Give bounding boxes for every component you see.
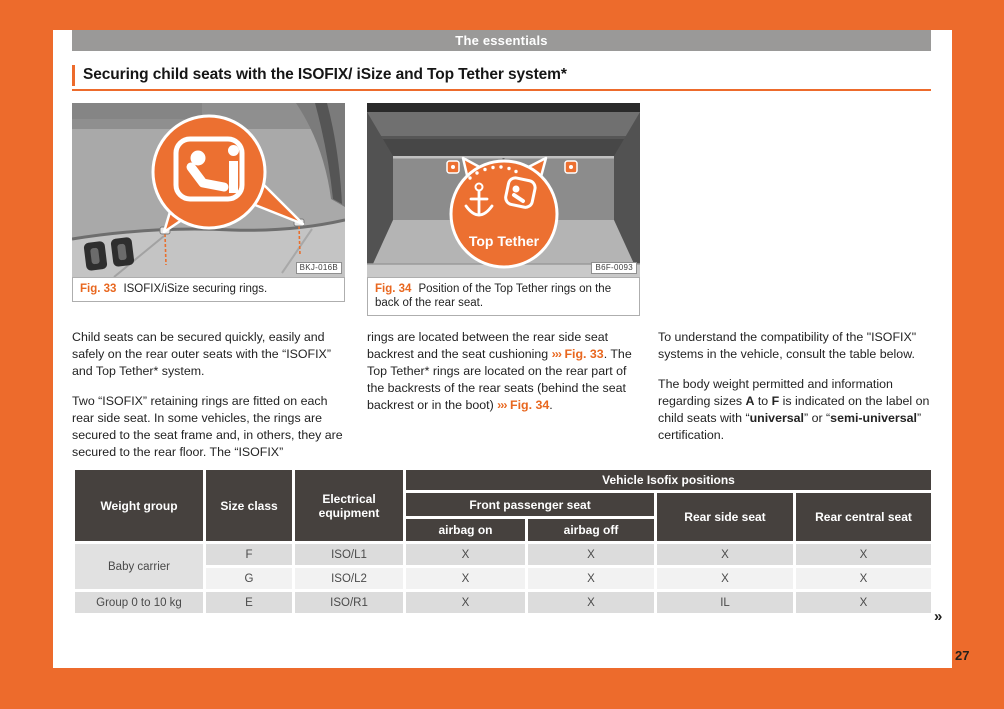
rear-seat-photo-illustration xyxy=(72,103,345,277)
figure-34 xyxy=(367,103,640,316)
cell-airbag-on: X xyxy=(405,567,527,591)
figure-33-caption-text: ISOFIX/iSize securing rings. xyxy=(123,283,268,295)
cell-rear-side: X xyxy=(656,543,795,567)
paragraph-text: The body weight permitted and information regarding sizes xyxy=(658,377,893,408)
figure-33-photo xyxy=(72,103,345,277)
paragraph: Two “ISOFIX” retaining rings are fitted on each rear side seat. In some vehicles, the rings are secured to the seat frame and, in others, they are secured to the rear floor. The “ISOFIX” xyxy=(72,394,343,459)
paragraph-text: . The Top Tether* rings are located on the rear part of the backrests of the rear seats (behind the seat backrest or in the boot) xyxy=(367,347,632,412)
cell-electrical: ISO/L2 xyxy=(294,567,405,591)
cell-rear-central: X xyxy=(795,543,933,567)
title-accent-bar xyxy=(72,65,75,86)
paragraph xyxy=(658,376,931,444)
paragraph-text: is indicated on the label on child seats with “ xyxy=(658,394,930,425)
table-row xyxy=(74,543,933,567)
cell-airbag-on: X xyxy=(405,543,527,567)
cell-rear-central: X xyxy=(795,591,933,615)
cell-electrical: ISO/R1 xyxy=(294,591,405,615)
col-header-weight-group: Weight group xyxy=(74,469,205,543)
col-header-rear-side-seat: Rear side seat xyxy=(656,492,795,543)
figure-34-caption-text: Position of the Top Tether rings on the back of the rear seat. xyxy=(375,283,612,309)
figure-33 xyxy=(72,103,345,302)
cell-size-class: G xyxy=(205,567,294,591)
col-header-isofix-positions: Vehicle Isofix positions xyxy=(405,469,933,492)
paragraph xyxy=(367,329,641,414)
paragraph: To understand the compatibility of the "ISOFIX" systems in the vehicle, consult the table below. xyxy=(658,330,917,361)
size-a-bold: A xyxy=(745,394,755,408)
boot-photo-illustration xyxy=(367,103,640,277)
paragraph-text: ” or “ xyxy=(804,411,831,425)
figure-33-caption xyxy=(72,277,345,302)
text-column-1 xyxy=(72,329,346,474)
cell-rear-side: IL xyxy=(656,591,795,615)
title-underline xyxy=(72,89,931,91)
col-header-front-passenger: Front passenger seat xyxy=(405,492,656,518)
cross-ref-chevrons: ››› xyxy=(497,398,507,412)
table-row xyxy=(74,591,933,615)
figure-33-label: Fig. 33 xyxy=(80,283,117,295)
bubble-label: Top Tether xyxy=(468,233,540,249)
cell-weight-group: Baby carrier xyxy=(74,543,205,591)
figure-34-label: Fig. 34 xyxy=(375,283,412,295)
paragraph-text: . xyxy=(549,398,553,412)
top-tether-bubble-icon xyxy=(451,158,557,267)
cell-size-class: F xyxy=(205,543,294,567)
cell-weight-group: Group 0 to 10 kg xyxy=(74,591,205,615)
paragraph-text: to xyxy=(754,394,772,408)
figure-34-photo xyxy=(367,103,640,277)
cell-airbag-off: X xyxy=(527,567,656,591)
cross-ref-chevrons: ››› xyxy=(551,347,561,361)
text-column-2 xyxy=(367,329,641,427)
col-header-airbag-on: airbag on xyxy=(405,518,527,543)
cell-size-class: E xyxy=(205,591,294,615)
col-header-airbag-off: airbag off xyxy=(527,518,656,543)
col-header-size-class: Size class xyxy=(205,469,294,543)
page-title: Securing child seats with the ISOFIX/ iSize and Top Tether system* xyxy=(83,66,567,83)
cell-rear-side: X xyxy=(656,567,795,591)
col-header-rear-central-seat: Rear central seat xyxy=(795,492,933,543)
paragraph-text: rings are located between the rear side seat backrest and the seat cushioning xyxy=(367,330,609,361)
cell-airbag-off: X xyxy=(527,591,656,615)
size-f-bold: F xyxy=(771,394,780,408)
cell-airbag-off: X xyxy=(527,543,656,567)
page-number: 27 xyxy=(955,648,970,663)
universal-bold: universal xyxy=(749,411,805,425)
isofix-positions-table xyxy=(72,467,934,616)
cell-airbag-on: X xyxy=(405,591,527,615)
col-header-electrical-equipment: Electrical equipment xyxy=(294,469,405,543)
cell-electrical: ISO/L1 xyxy=(294,543,405,567)
image-code-label: B6F-0093 xyxy=(591,262,637,274)
page-sheet xyxy=(53,30,952,668)
section-banner: The essentials xyxy=(72,30,931,51)
paragraph: Child seats can be secured quickly, easily and safely on the rear outer seats with the “ISOFIX” and Top Tether* system. xyxy=(72,330,331,378)
text-column-3 xyxy=(658,329,931,457)
paragraph-text: ” certification. xyxy=(658,411,922,442)
figure-33-reference-link[interactable]: Fig. 33 xyxy=(564,347,604,361)
cell-rear-central: X xyxy=(795,567,933,591)
semi-universal-bold: semi-universal xyxy=(830,411,917,425)
continuation-marker: » xyxy=(934,608,943,625)
figure-34-caption xyxy=(367,277,640,316)
image-code-label: BKJ-016B xyxy=(296,262,342,274)
figure-34-reference-link[interactable]: Fig. 34 xyxy=(510,398,550,412)
